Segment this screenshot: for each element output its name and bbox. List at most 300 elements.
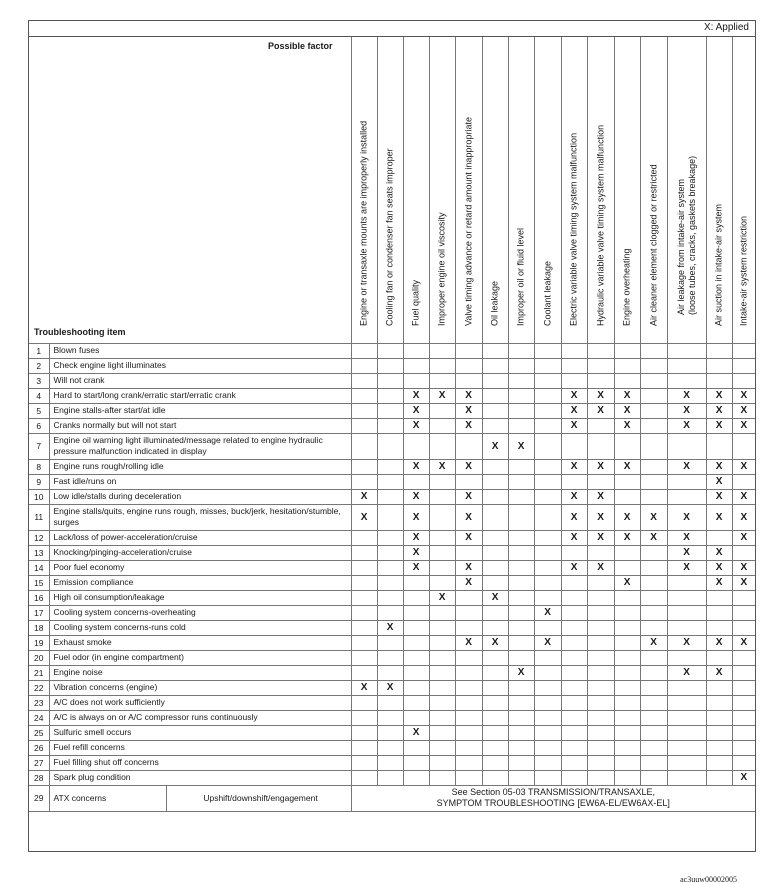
applied-mark-cell	[640, 418, 667, 433]
applied-mark-cell	[455, 650, 482, 665]
table-row	[29, 575, 755, 590]
applied-mark-cell	[732, 755, 755, 770]
applied-mark-cell: X	[614, 530, 640, 545]
applied-mark-cell	[508, 560, 534, 575]
applied-mark-cell: X	[455, 403, 482, 418]
table-row	[29, 560, 755, 575]
applied-mark-cell	[351, 755, 377, 770]
applied-mark-cell	[455, 770, 482, 785]
factor-label-line: Coolant leakage	[542, 260, 553, 326]
applied-mark-cell	[508, 545, 534, 560]
troubleshooting-item: Emission compliance	[49, 575, 351, 590]
row-number: 23	[29, 695, 49, 710]
row-number: 27	[29, 755, 49, 770]
applied-mark-cell	[640, 605, 667, 620]
row-number: 6	[29, 418, 49, 433]
factor-label	[542, 260, 553, 325]
applied-mark-cell	[561, 620, 587, 635]
factor-label	[411, 279, 422, 325]
applied-mark-cell	[667, 650, 706, 665]
applied-mark-cell	[534, 710, 561, 725]
applied-mark-cell	[455, 755, 482, 770]
applied-mark-cell: X	[455, 635, 482, 650]
applied-mark-cell	[377, 403, 403, 418]
applied-mark-cell	[508, 710, 534, 725]
row-number: 11	[29, 504, 49, 530]
applied-mark-cell	[351, 433, 377, 459]
applied-mark-cell	[534, 650, 561, 665]
table-row	[29, 343, 755, 358]
applied-mark-cell: X	[667, 665, 706, 680]
factor-header-7	[508, 37, 534, 343]
applied-mark-cell	[455, 605, 482, 620]
applied-mark-cell	[482, 650, 508, 665]
applied-mark-cell: X	[732, 770, 755, 785]
applied-mark-cell: X	[706, 388, 732, 403]
applied-mark-cell	[732, 590, 755, 605]
applied-mark-cell	[351, 343, 377, 358]
applied-mark-cell: X	[667, 388, 706, 403]
applied-mark-cell	[508, 740, 534, 755]
factor-label-line: Air cleaner element clogged or restricted	[648, 163, 659, 326]
applied-mark-cell	[640, 665, 667, 680]
row-number: 2	[29, 358, 49, 373]
applied-mark-cell	[667, 725, 706, 740]
applied-mark-cell	[732, 680, 755, 695]
applied-mark-cell: X	[706, 474, 732, 489]
troubleshooting-item: Engine runs rough/rolling idle	[49, 459, 351, 474]
applied-mark-cell	[377, 635, 403, 650]
applied-mark-cell	[561, 545, 587, 560]
applied-mark-cell	[482, 403, 508, 418]
applied-mark-cell	[429, 680, 455, 695]
applied-mark-cell	[351, 620, 377, 635]
factor-label	[385, 148, 396, 326]
applied-mark-cell	[640, 680, 667, 695]
applied-mark-cell: X	[403, 459, 429, 474]
troubleshooting-item: Cooling system concerns-runs cold	[49, 620, 351, 635]
applied-mark-cell	[667, 770, 706, 785]
applied-mark-cell	[377, 373, 403, 388]
applied-mark-cell	[587, 620, 614, 635]
applied-mark-cell	[377, 650, 403, 665]
table-row	[29, 545, 755, 560]
applied-mark-cell: X	[706, 489, 732, 504]
table-row	[29, 504, 755, 530]
applied-mark-cell	[614, 650, 640, 665]
troubleshooting-item: Check engine light illuminates	[49, 358, 351, 373]
applied-mark-cell	[561, 433, 587, 459]
applied-mark-cell	[732, 710, 755, 725]
applied-mark-cell	[403, 373, 429, 388]
applied-mark-cell: X	[640, 504, 667, 530]
factor-header-14	[706, 37, 732, 343]
applied-mark-cell	[482, 725, 508, 740]
header-row	[29, 37, 755, 343]
troubleshooting-item: Exhaust smoke	[49, 635, 351, 650]
applied-mark-cell	[377, 489, 403, 504]
applied-mark-cell: X	[429, 388, 455, 403]
header-corner-cell	[29, 37, 351, 343]
applied-mark-cell	[534, 459, 561, 474]
applied-mark-cell: X	[455, 560, 482, 575]
applied-mark-cell	[640, 695, 667, 710]
applied-mark-cell	[640, 620, 667, 635]
factor-header-6	[482, 37, 508, 343]
applied-mark-cell	[482, 560, 508, 575]
applied-mark-cell	[640, 433, 667, 459]
table-row	[29, 680, 755, 695]
applied-mark-cell	[667, 710, 706, 725]
applied-mark-cell	[614, 770, 640, 785]
applied-mark-cell	[706, 755, 732, 770]
applied-mark-cell: X	[403, 489, 429, 504]
factor-header-1	[351, 37, 377, 343]
applied-mark-cell	[403, 740, 429, 755]
applied-mark-cell	[561, 710, 587, 725]
row-number: 1	[29, 343, 49, 358]
applied-mark-cell	[587, 665, 614, 680]
applied-mark-cell	[614, 545, 640, 560]
applied-mark-cell: X	[561, 489, 587, 504]
applied-mark-cell	[706, 650, 732, 665]
applied-mark-cell: X	[614, 459, 640, 474]
applied-mark-cell	[429, 418, 455, 433]
applied-mark-cell	[534, 545, 561, 560]
troubleshooting-item: Fuel odor (in engine compartment)	[49, 650, 351, 665]
applied-mark-cell: X	[614, 575, 640, 590]
applied-mark-cell	[482, 770, 508, 785]
factor-label	[437, 212, 448, 326]
applied-mark-cell	[706, 680, 732, 695]
applied-mark-cell	[508, 575, 534, 590]
applied-mark-cell	[534, 358, 561, 373]
applied-mark-cell	[587, 695, 614, 710]
row-number: 12	[29, 530, 49, 545]
applied-mark-cell	[640, 489, 667, 504]
applied-mark-cell	[640, 560, 667, 575]
factor-label	[738, 215, 749, 325]
applied-mark-cell	[508, 388, 534, 403]
factor-header-13	[667, 37, 706, 343]
factor-label	[490, 280, 501, 325]
factor-label-line: Intake-air system restriction	[738, 215, 749, 326]
applied-mark-cell	[377, 665, 403, 680]
row-number: 17	[29, 605, 49, 620]
row-number: 5	[29, 403, 49, 418]
applied-mark-cell: X	[482, 433, 508, 459]
applied-mark-cell	[482, 388, 508, 403]
troubleshooting-item-label: Troubleshooting item	[34, 326, 126, 337]
applied-mark-cell: X	[706, 575, 732, 590]
applied-mark-cell	[377, 725, 403, 740]
applied-mark-cell: X	[403, 725, 429, 740]
applied-mark-cell: X	[587, 403, 614, 418]
applied-mark-cell	[403, 358, 429, 373]
applied-mark-cell	[534, 530, 561, 545]
applied-mark-cell: X	[706, 635, 732, 650]
applied-mark-cell	[667, 680, 706, 695]
applied-mark-cell	[614, 620, 640, 635]
applied-mark-cell: X	[455, 388, 482, 403]
applied-mark-cell	[667, 474, 706, 489]
factor-label	[648, 164, 659, 326]
applied-mark-cell	[403, 620, 429, 635]
applied-mark-cell	[403, 635, 429, 650]
applied-mark-cell	[429, 695, 455, 710]
applied-mark-cell: X	[403, 560, 429, 575]
applied-mark-cell: X	[561, 560, 587, 575]
troubleshooting-item: High oil consumption/leakage	[49, 590, 351, 605]
applied-mark-cell	[587, 725, 614, 740]
applied-mark-cell: X	[455, 504, 482, 530]
applied-mark-cell: X	[429, 590, 455, 605]
applied-mark-cell	[403, 755, 429, 770]
troubleshooting-item: Fuel refill concerns	[49, 740, 351, 755]
troubleshooting-item: Will not crank	[49, 373, 351, 388]
applied-mark-cell	[455, 433, 482, 459]
applied-mark-cell	[640, 755, 667, 770]
factor-label	[714, 203, 725, 325]
applied-mark-cell	[351, 770, 377, 785]
applied-mark-cell	[614, 665, 640, 680]
applied-mark-cell	[706, 433, 732, 459]
applied-mark-cell: X	[377, 680, 403, 695]
applied-mark-cell	[640, 358, 667, 373]
applied-mark-cell	[377, 740, 403, 755]
applied-mark-cell	[403, 343, 429, 358]
table-row	[29, 590, 755, 605]
applied-mark-cell	[561, 590, 587, 605]
applied-mark-cell: X	[403, 403, 429, 418]
applied-mark-cell	[667, 605, 706, 620]
applied-mark-cell	[403, 665, 429, 680]
applied-mark-cell: X	[455, 575, 482, 590]
troubleshooting-item: Engine oil warning light illuminated/message related to engine hydraulic pressure malfunction indicated in display	[49, 433, 351, 459]
applied-mark-cell	[429, 740, 455, 755]
applied-mark-cell	[377, 388, 403, 403]
applied-mark-cell	[482, 343, 508, 358]
troubleshooting-item: Low idle/stalls during deceleration	[49, 489, 351, 504]
troubleshooting-item: Knocking/pinging-acceleration/cruise	[49, 545, 351, 560]
applied-mark-cell	[561, 373, 587, 388]
troubleshooting-item: A/C does not work sufficiently	[49, 695, 351, 710]
table-row	[29, 725, 755, 740]
applied-mark-cell	[534, 433, 561, 459]
applied-mark-cell	[482, 620, 508, 635]
applied-mark-cell	[455, 373, 482, 388]
applied-mark-cell	[561, 474, 587, 489]
row-number: 14	[29, 560, 49, 575]
table-row	[29, 474, 755, 489]
factor-label-line: Engine or transaxle mounts are improperly installed	[358, 120, 369, 326]
applied-mark-cell	[534, 560, 561, 575]
table-row	[29, 530, 755, 545]
applied-mark-cell	[508, 418, 534, 433]
applied-mark-cell	[534, 489, 561, 504]
row-number: 25	[29, 725, 49, 740]
applied-mark-cell	[482, 474, 508, 489]
applied-mark-cell	[482, 418, 508, 433]
table-row	[29, 740, 755, 755]
applied-mark-cell	[706, 605, 732, 620]
applied-mark-cell	[587, 373, 614, 388]
applied-mark-cell	[614, 373, 640, 388]
applied-mark-cell	[508, 489, 534, 504]
applied-mark-cell	[351, 695, 377, 710]
applied-mark-cell	[351, 388, 377, 403]
applied-mark-cell	[482, 530, 508, 545]
applied-mark-cell: X	[561, 530, 587, 545]
applied-mark-cell	[403, 590, 429, 605]
applied-mark-cell	[429, 605, 455, 620]
applied-mark-cell	[377, 560, 403, 575]
factor-label-line: Air suction in intake-air system	[713, 203, 724, 326]
applied-mark-cell: X	[455, 530, 482, 545]
applied-mark-cell	[732, 373, 755, 388]
applied-mark-cell	[351, 418, 377, 433]
applied-mark-cell	[482, 755, 508, 770]
applied-mark-cell	[561, 650, 587, 665]
table-row	[29, 433, 755, 459]
applied-mark-cell	[640, 650, 667, 665]
applied-mark-cell	[587, 545, 614, 560]
applied-mark-cell	[482, 665, 508, 680]
factor-label-line: Engine overheating	[621, 247, 632, 326]
applied-mark-cell	[508, 459, 534, 474]
applied-mark-cell: X	[614, 388, 640, 403]
applied-mark-cell: X	[561, 388, 587, 403]
applied-mark-cell: X	[732, 459, 755, 474]
applied-mark-cell	[403, 695, 429, 710]
applied-mark-cell	[640, 545, 667, 560]
applied-mark-cell	[429, 433, 455, 459]
applied-mark-cell	[455, 590, 482, 605]
applied-mark-cell	[587, 755, 614, 770]
applied-mark-cell	[482, 740, 508, 755]
applied-mark-cell	[587, 635, 614, 650]
applied-mark-cell	[640, 343, 667, 358]
applied-mark-cell: X	[455, 418, 482, 433]
applied-mark-cell	[508, 358, 534, 373]
applied-mark-cell	[351, 635, 377, 650]
applied-mark-cell: X	[732, 530, 755, 545]
applied-mark-cell	[534, 695, 561, 710]
applied-mark-cell: X	[706, 545, 732, 560]
applied-mark-cell	[455, 695, 482, 710]
applied-mark-cell	[508, 343, 534, 358]
factor-label	[569, 132, 580, 325]
applied-mark-cell	[455, 343, 482, 358]
applied-mark-cell: X	[706, 560, 732, 575]
troubleshooting-item: Cranks normally but will not start	[49, 418, 351, 433]
factor-label	[516, 227, 527, 325]
troubleshooting-item: ATX concerns	[49, 785, 166, 811]
applied-mark-cell	[429, 530, 455, 545]
applied-mark-cell	[377, 755, 403, 770]
applied-mark-cell: X	[508, 665, 534, 680]
factor-label-line: Improper oil or fluid level	[515, 227, 526, 326]
row-number: 4	[29, 388, 49, 403]
applied-mark-cell: X	[482, 635, 508, 650]
applied-mark-cell	[377, 433, 403, 459]
troubleshooting-item: Vibration concerns (engine)	[49, 680, 351, 695]
troubleshooting-item: Cooling system concerns-overheating	[49, 605, 351, 620]
applied-mark-cell	[351, 725, 377, 740]
applied-mark-cell: X	[429, 459, 455, 474]
applied-mark-cell	[614, 358, 640, 373]
applied-mark-cell: X	[455, 459, 482, 474]
table-row	[29, 358, 755, 373]
factor-label	[595, 124, 606, 325]
applied-mark-cell	[614, 695, 640, 710]
applied-mark-cell	[587, 710, 614, 725]
applied-mark-cell: X	[640, 635, 667, 650]
applied-mark-cell	[640, 388, 667, 403]
table-row-atx	[29, 785, 755, 811]
applied-mark-cell	[429, 560, 455, 575]
applied-mark-cell	[429, 403, 455, 418]
applied-mark-cell	[561, 740, 587, 755]
applied-mark-cell	[640, 770, 667, 785]
troubleshooting-table-frame	[28, 20, 756, 884]
applied-mark-cell	[640, 474, 667, 489]
applied-mark-cell: X	[403, 545, 429, 560]
applied-mark-cell	[377, 770, 403, 785]
applied-mark-cell: X	[403, 530, 429, 545]
factor-label-line: Valve timing advance or retard amount inappropriate	[463, 116, 474, 326]
applied-mark-cell	[455, 545, 482, 560]
applied-mark-cell: X	[561, 459, 587, 474]
applied-mark-cell: X	[667, 459, 706, 474]
applied-mark-cell	[482, 504, 508, 530]
factor-label-line: Hydraulic variable valve timing system malfunction	[595, 124, 606, 326]
applied-mark-cell	[587, 433, 614, 459]
applied-mark-cell	[667, 755, 706, 770]
table-row	[29, 489, 755, 504]
applied-mark-cell: X	[706, 665, 732, 680]
applied-mark-cell: X	[706, 418, 732, 433]
applied-mark-cell	[667, 358, 706, 373]
applied-mark-cell	[534, 388, 561, 403]
applied-mark-cell: X	[614, 504, 640, 530]
applied-mark-cell	[482, 680, 508, 695]
applied-mark-cell	[508, 403, 534, 418]
row-number: 7	[29, 433, 49, 459]
table-row	[29, 710, 755, 725]
applied-mark-cell	[614, 474, 640, 489]
applied-mark-cell	[508, 620, 534, 635]
see-section-line: See Section 05-03 TRANSMISSION/TRANSAXLE,	[451, 787, 655, 797]
applied-mark-cell	[732, 620, 755, 635]
applied-mark-cell	[732, 545, 755, 560]
applied-mark-cell	[482, 459, 508, 474]
factor-label-line: Improper engine oil viscosity	[436, 211, 447, 326]
applied-mark-cell	[351, 740, 377, 755]
applied-mark-cell	[455, 665, 482, 680]
symptom-factor-matrix	[29, 37, 755, 812]
applied-mark-cell	[614, 605, 640, 620]
applied-mark-cell	[732, 343, 755, 358]
applied-mark-cell	[587, 680, 614, 695]
factor-header-8	[534, 37, 561, 343]
applied-mark-cell	[455, 710, 482, 725]
applied-mark-cell	[732, 358, 755, 373]
applied-mark-cell	[667, 343, 706, 358]
factor-header-11	[614, 37, 640, 343]
applied-mark-cell	[561, 358, 587, 373]
applied-mark-cell	[614, 489, 640, 504]
